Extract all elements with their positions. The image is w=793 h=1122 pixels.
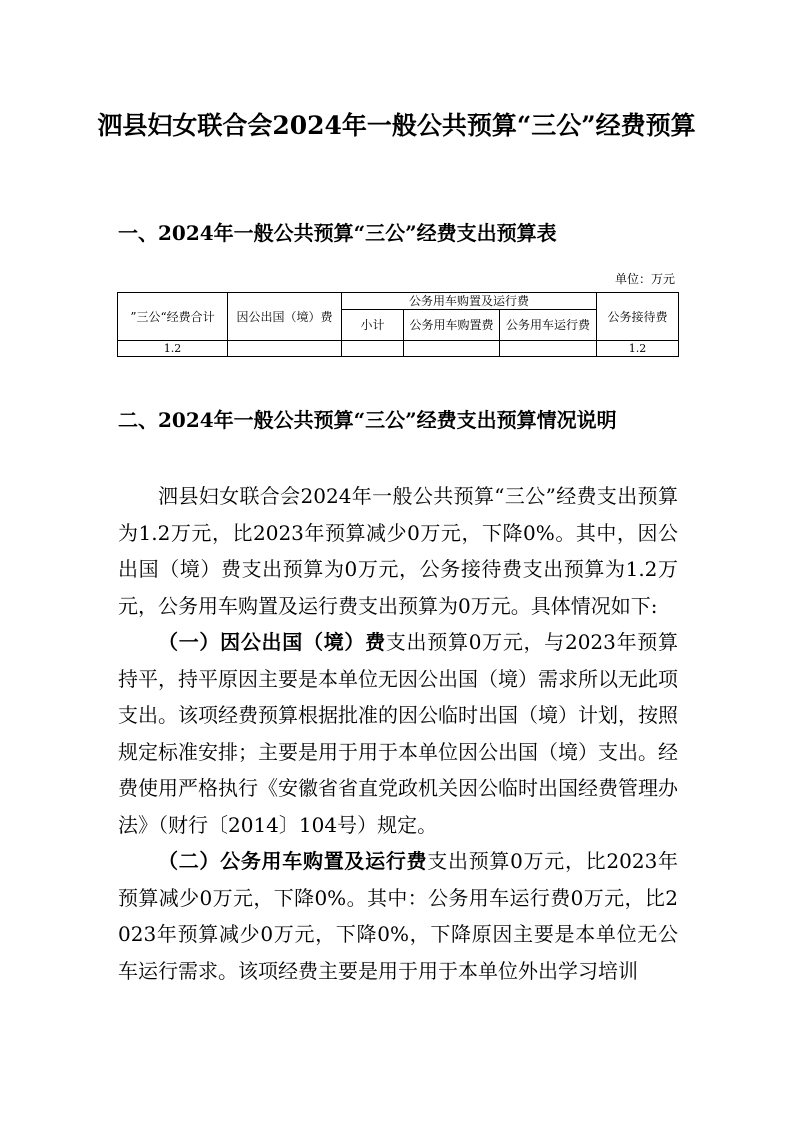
paragraph-vehicle-text: 支出预算0万元，比2023年预算减少0万元，下降0%。其中：公务用车运行费0万元，比2023年预算减少0万元，下降0%，下降原因主要是本单位无公车运行需求。该项经费主要是用于用于本单位外出学习培训: [118, 849, 679, 983]
cell-vehicle-operation: [500, 341, 597, 357]
paragraph-vehicle: [118, 843, 678, 989]
header-vehicle-group: 公务用车购置及运行费: [342, 293, 597, 310]
paragraph-vehicle-lead: （二）公务用车购置及运行费: [158, 849, 428, 873]
header-vehicle-operation: 公务用车运行费: [500, 310, 597, 341]
unit-label: 单位：万元: [614, 272, 675, 286]
header-subtotal: 小计: [342, 310, 404, 341]
section1-heading: 一、2024年一般公共预算“三公”经费支出预算表: [118, 221, 557, 245]
paragraph-abroad-text: 支出预算0万元，与2023年预算持平，持平原因主要是本单位无因公出国（境）需求所以无此项支出。该项经费预算根据批准的因公临时出国（境）计划，按照规定标准安排；主要是用于用于本单位因公出国（境）支出。经费使用严格执行《安徽省省直党政机关因公临时出国经费管理办法》（财行〔2014〕104号）规定。: [118, 630, 679, 837]
header-total: ”三公“经费合计: [118, 293, 228, 341]
paragraph-summary: 泗县妇女联合会2024年一般公共预算“三公”经费支出预算为1.2万元，比2023年预算减少0万元，下降0%。其中，因公出国（境）费支出预算为0万元，公务接待费支出预算为1.2万元，公务用车购置及运行费支出预算为0万元。具体情况如下:: [118, 484, 678, 618]
cell-reception: 1.2: [597, 341, 679, 357]
cell-abroad: [228, 341, 342, 357]
table-row: [118, 341, 679, 357]
paragraph-abroad-lead: （一）因公出国（境）费: [158, 630, 386, 654]
header-abroad: 因公出国（境）费: [228, 293, 342, 341]
header-reception: 公务接待费: [597, 293, 679, 341]
paragraph-abroad: [118, 624, 678, 843]
budget-table: [117, 292, 679, 357]
document-title: 泗县妇女联合会2024年一般公共预算“三公”经费预算: [97, 111, 696, 140]
cell-total: 1.2: [118, 341, 228, 357]
section2-heading: 二、2024年一般公共预算“三公”经费支出预算情况说明: [118, 408, 617, 432]
body-text: [118, 478, 678, 989]
header-vehicle-purchase: 公务用车购置费: [404, 310, 500, 341]
cell-vehicle-purchase: [404, 341, 500, 357]
cell-subtotal: [342, 341, 404, 357]
